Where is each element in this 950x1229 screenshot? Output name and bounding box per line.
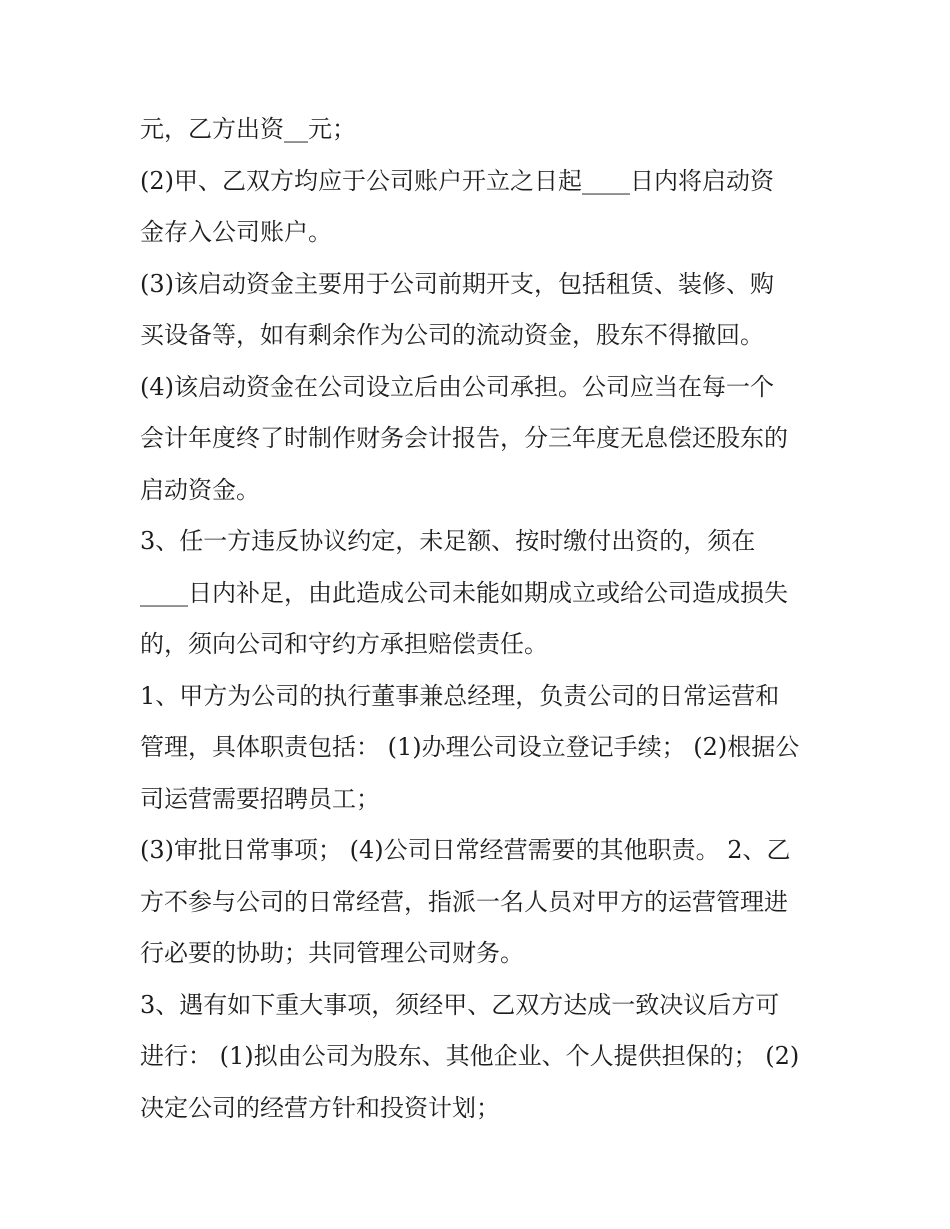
text-line: 买设备等，如有剩余作为公司的流动资金，股东不得撤回。 [140, 321, 764, 349]
text-line: (3)审批日常事项； (4)公司日常经营需要的其他职责。 2、乙 [140, 836, 791, 864]
text-line: ____日内补足，由此造成公司未能如期成立或给公司造成损失 [140, 578, 788, 607]
text-line: 行必要的协助；共同管理公司财务。 [140, 939, 524, 967]
text-line: 进行： (1)拟由公司为股东、其他企业、个人提供担保的； (2) [140, 1042, 800, 1070]
text-line: (3)该启动资金主要用于公司前期开支，包括租赁、装修、购 [140, 269, 774, 298]
text-line: 3、任一方违反协议约定，未足额、按时缴付出资的，须在 [140, 527, 756, 555]
text-line: (4)该启动资金在公司设立后由公司承担。公司应当在每一个 [140, 372, 774, 401]
text-line: 的，须向公司和守约方承担赔偿责任。 [140, 630, 548, 658]
text-line: 启动资金。 [140, 475, 260, 504]
text-line: 会计年度终了时制作财务会计报告，分三年度无息偿还股东的 [140, 424, 788, 452]
text-line: 元，乙方出资__元； [140, 115, 356, 143]
text-line: 金存入公司账户。 [140, 218, 332, 246]
text-line: 管理，具体职责包括： (1)办理公司设立登记手续； (2)根据公 [140, 733, 800, 761]
text-line: 决定公司的经营方针和投资计划； [140, 1093, 500, 1122]
text-line: 3、遇有如下重大事项，须经甲、乙双方达成一致决议后方可 [140, 990, 780, 1019]
text-line: (2)甲、乙双方均应于公司账户开立之日起____日内将启动资 [140, 166, 774, 195]
text-line: 方不参与公司的日常经营，指派一名人员对甲方的运营管理进 [140, 887, 788, 916]
text-line: 1、甲方为公司的执行董事兼总经理，负责公司的日常运营和 [140, 681, 780, 710]
text-line: 司运营需要招聘员工； [140, 784, 380, 813]
document-body [140, 104, 820, 1134]
